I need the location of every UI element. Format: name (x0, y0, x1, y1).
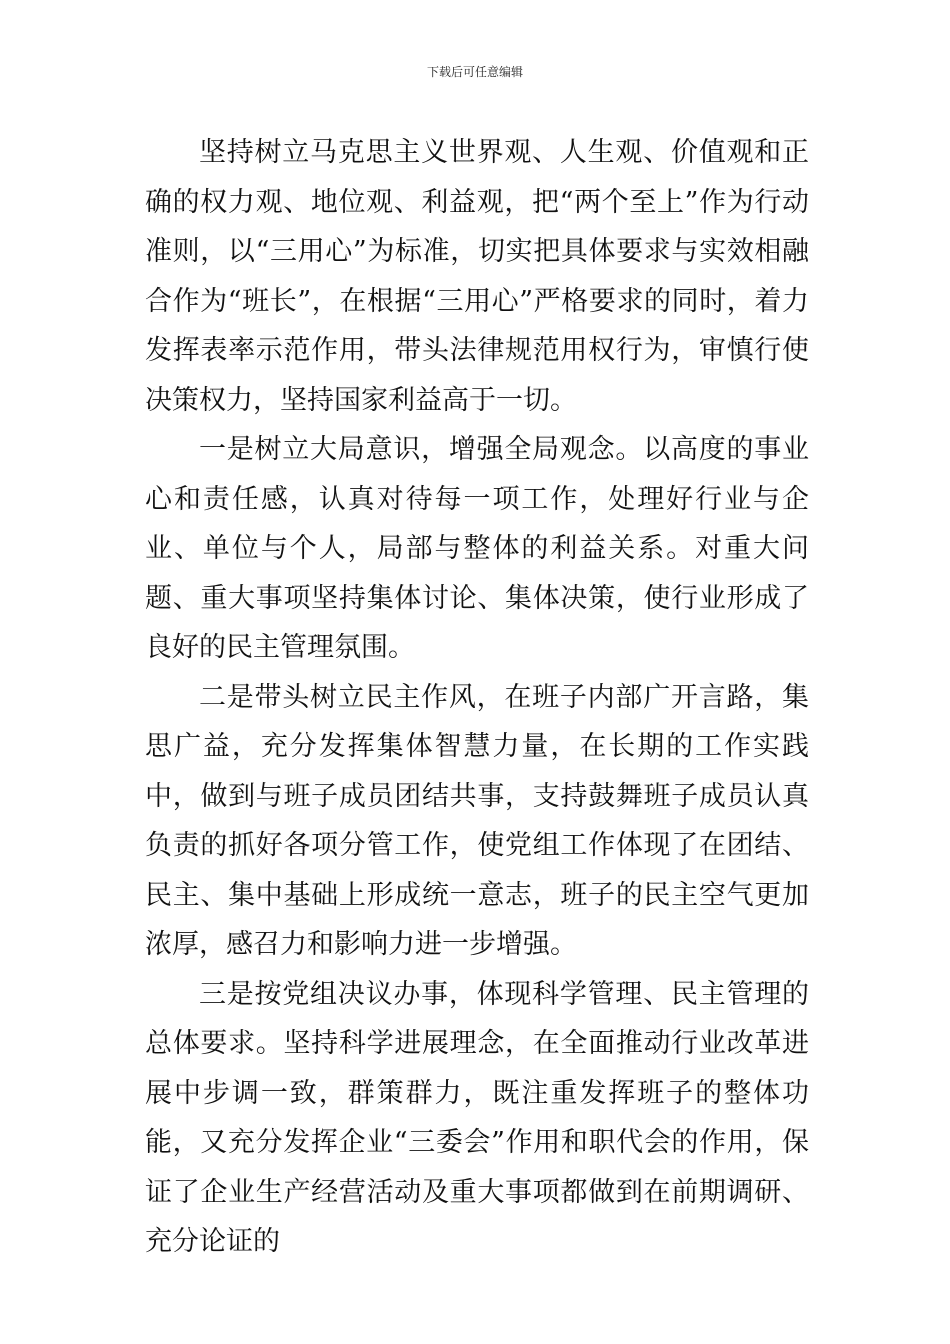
page-header-note: 下载后可任意编辑 (426, 65, 523, 79)
paragraph-2: 一是树立大局意识，增强全局观念。以高度的事业心和责任感，认真对待每一项工作，处理好行业与企业、单位与个人，局部与整体的利益关系。对重大问题、重大事项坚持集体讨论、集体决策，使行业形成了良好的民主管理氛围。 (145, 434, 809, 663)
paragraph-3: 二是带头树立民主作风，在班子内部广开言路，集思广益，充分发挥集体智慧力量，在长期的工作实践中，做到与班子成员团结共事，支持鼓舞班子成员认真负责的抓好各项分管工作，使党组工作体现了在团结、民主、集中基础上形成统一意志，班子的民主空气更加浓厚，感召力和影响力进一步增强。 (145, 681, 809, 960)
paragraph-1: 坚持树立马克思主义世界观、人生观、价值观和正确的权力观、地位观、利益观，把“两个至上”作为行动准则，以“三用心”为标准，切实把具体要求与实效相融合作为“班长”，在根据“三用心”严格要求的同时，着力发挥表率示范作用，带头法律规范用权行为，审慎行使决策权力，坚持国家利益高于一切。 (145, 137, 809, 416)
document-body (145, 128, 809, 1267)
paragraph-4: 三是按党组决议办事，体现科学管理、民主管理的总体要求。坚持科学进展理念，在全面推动行业改革进展中步调一致，群策群力，既注重发挥班子的整体功能，又充分发挥企业“三委会”作用和职代会的作用，保证了企业生产经营活动及重大事项都做到在前期调研、充分论证的 (145, 978, 809, 1257)
